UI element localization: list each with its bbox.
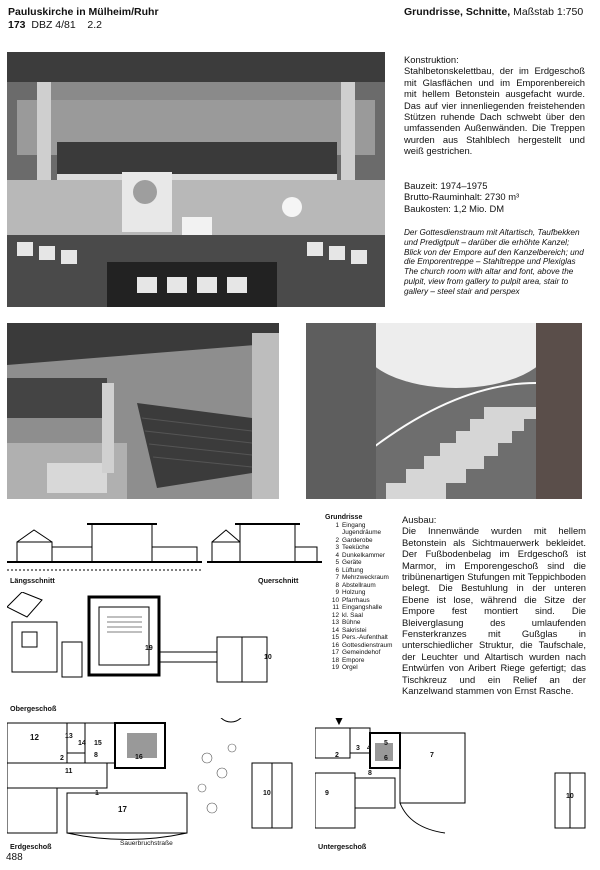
legend-item (325, 537, 393, 545)
plan-number-ug-10: 10 (566, 793, 574, 800)
plan-number-eg-8: 8 (94, 752, 98, 759)
legend-item (325, 642, 393, 650)
label-erdgeschoss: Erdgeschoß (10, 842, 52, 851)
legend-item-number: 17 (331, 649, 339, 656)
konstruktion-body: Stahlbetonskelettbau, der im Erdgeschoß mit Glasflächen und im Emporenbereich mit hellem Betonstein ausgefacht wurde. Das auf vier innenliegenden freistehenden Stützen ruhende Dach schwebt über den umfassenden Außenwänden. Die Treppen wurden aus Stahlblech hergestellt und weiß gestrichen. (404, 65, 585, 157)
plan-number-eg-13: 13 (65, 733, 73, 740)
legend-item-number: 16 (331, 641, 339, 649)
legend-item-number: 7 (335, 574, 339, 581)
label-querschnitt: Querschnitt (258, 576, 299, 585)
plan-number-eg-14: 14 (78, 740, 86, 747)
photo-gallery-view (7, 323, 279, 499)
legend-item (325, 634, 393, 642)
legend-item-number: 5 (335, 559, 339, 566)
legend-item-number: 2 (335, 536, 339, 544)
konstruktion-section (404, 54, 585, 157)
plan-number-ug-8: 8 (368, 770, 372, 777)
plan-number-ug-9: 9 (325, 790, 329, 797)
legend-item-number (325, 529, 339, 537)
legend-item-label: Dunkelkammer (342, 551, 385, 559)
plan-number-eg-16: 16 (135, 754, 143, 761)
legend-item (325, 567, 393, 575)
plan-number-eg-17: 17 (118, 805, 127, 814)
page-number: 488 (6, 852, 23, 863)
legend-list (325, 522, 393, 672)
legend-item-label: Eingangshalle (342, 604, 383, 611)
street-name: Sauerbruchstraße (120, 840, 173, 847)
legend-item-number: 13 (331, 619, 339, 626)
konstruktion-heading: Konstruktion: (404, 54, 459, 65)
legend-item-number: 10 (331, 596, 339, 604)
ausbau-heading: Ausbau: (402, 514, 437, 525)
legend-item-label: Abstellraum (342, 581, 376, 589)
plan-number-ug-5: 5 (384, 740, 388, 747)
legend-item (325, 657, 393, 665)
legend-item-label: Sakristei (342, 626, 367, 634)
plan-legend (325, 514, 393, 672)
legend-item-label: Orgel (342, 664, 358, 671)
plan-number-eg-2: 2 (60, 755, 64, 762)
plan-number-ug-3: 3 (356, 745, 360, 752)
legend-item-number: 14 (331, 626, 339, 634)
drawing-scale: Maßstab 1:750 (513, 6, 584, 18)
legend-item-label: Pers.-Aufenthalt (342, 634, 388, 641)
legend-item (325, 574, 393, 582)
legend-item-number: 4 (335, 551, 339, 559)
label-untergeschoss: Untergeschoß (318, 842, 367, 851)
legend-item-label: Lüftung (342, 566, 364, 574)
legend-item (325, 544, 393, 552)
legend-item-label: Teeküche (342, 544, 370, 551)
plan-erdgeschoss (7, 718, 307, 843)
legend-item-number: 6 (335, 566, 339, 574)
legend-item-label: Eingang (342, 521, 366, 529)
plan-number-eg-12: 12 (30, 733, 39, 742)
legend-item-label: Holzung (342, 589, 366, 596)
ausbau-body: Die Innenwände wurden mit hellem Betonstein als Sichtmauerwerk bekleidet. Der Fußbodenbelag im Erdgeschoß ist Marmor, im Emporengeschoß sind die tribünenartigen Stufungen mit Teppichboden belegt. Die Bestuhlung in der unteren Ebene ist lose, während die Sitze der Empore fest montiert sind. Die Bleiverglasung des umlaufenden Fensterkranzes mit Gußglas in unterschiedlicher Struktur, die Taufschale, der Leuchter und Altartisch wurden nach Entwürfen von Aribert Riege gefertigt; das Tischkreuz und ein Relief an der Kanzelwand stammen von Ernst Rasche. (402, 525, 586, 697)
plan-number-og-10: 10 (264, 654, 272, 661)
legend-item (325, 627, 393, 635)
caption-german: Der Gottesdienstraum mit Altartisch, Taufbekken und Predigtpult – darüber die erhöhte Kanzel; Blick von der Empore auf den Kanzelbereich; und die Emporentreppe – Stahltreppe und Plexiglas (404, 228, 584, 267)
page-header (8, 6, 159, 32)
legend-item-label: Gottesdienstraum (342, 641, 393, 649)
plan-untergeschoss (315, 718, 590, 843)
plan-number-ug-2: 2 (335, 752, 339, 759)
label-laengsschnitt: Längsschnitt (10, 576, 55, 585)
legend-item (325, 552, 393, 560)
plan-number-ug-7: 7 (430, 752, 434, 759)
legend-item-label: Garderobe (342, 536, 373, 544)
legend-item-number: 15 (331, 634, 339, 641)
construction-period: Bauzeit: 1974–1975 (404, 180, 488, 191)
legend-item-number: 3 (335, 544, 339, 551)
drawing-header (404, 6, 583, 18)
label-obergeschoss: Obergeschoß (10, 704, 57, 713)
legend-item (325, 522, 393, 530)
legend-item-label: Mehrzweckraum (342, 574, 389, 581)
legend-item-number: 9 (335, 589, 339, 596)
ausbau-section (402, 514, 586, 697)
journal-ref: DBZ 4/81 (31, 19, 76, 31)
plan-number-eg-1: 1 (95, 790, 99, 797)
photo-church-interior (7, 52, 385, 307)
plan-number-eg-10: 10 (263, 790, 271, 797)
photo-caption (404, 228, 585, 297)
plan-number-og-19: 19 (145, 645, 153, 652)
plan-number-ug-6: 6 (384, 755, 388, 762)
plan-number-eg-15: 15 (94, 740, 102, 747)
legend-item (325, 612, 393, 620)
article-ref (8, 19, 159, 32)
legend-item-label: kl. Saal (342, 611, 363, 619)
legend-item (325, 589, 393, 597)
legend-item (325, 597, 393, 605)
legend-item (325, 619, 393, 627)
section-number: 2.2 (87, 19, 103, 31)
legend-item-number: 1 (335, 521, 339, 529)
plan-obergeschoss (7, 592, 307, 692)
plan-number-ug-4: 4 (367, 745, 371, 752)
construction-cost: Baukosten: 1,2 Mio. DM (404, 202, 505, 214)
legend-item-label: Empore (342, 656, 365, 664)
legend-item (325, 529, 393, 537)
photo-gallery-stair (306, 323, 582, 499)
legend-item-label: Pfarrhaus (342, 596, 370, 604)
legend-item (325, 604, 393, 612)
legend-item-number: 11 (332, 604, 339, 611)
legend-item (325, 664, 393, 672)
legend-item-label: Bühne (342, 619, 361, 626)
legend-item-number: 18 (331, 656, 339, 664)
legend-item-label: Gemeindehof (342, 649, 381, 656)
legend-item-number: 8 (335, 581, 339, 589)
caption-english: The church room with altar and font, above the pulpit, view from gallery to pulpit area, stair to gallery – steel stair and perspex (404, 267, 574, 296)
project-facts (404, 180, 585, 214)
gross-volume: Brutto-Rauminhalt: 2730 m³ (404, 191, 520, 203)
article-title: Pauluskirche in Mülheim/Ruhr (8, 6, 159, 18)
legend-item-number: 19 (331, 664, 339, 671)
legend-item-label: Geräte (342, 559, 362, 566)
legend-item (325, 649, 393, 657)
plan-number-eg-11: 11 (65, 768, 73, 775)
legend-item-label: Jugendräume (342, 529, 382, 536)
legend-item (325, 559, 393, 567)
article-number: 173 (8, 19, 26, 31)
legend-title: Grundrisse (325, 514, 363, 521)
legend-item (325, 582, 393, 590)
legend-item-number: 12 (331, 611, 339, 619)
drawing-title: Grundrisse, Schnitte, (404, 6, 511, 18)
